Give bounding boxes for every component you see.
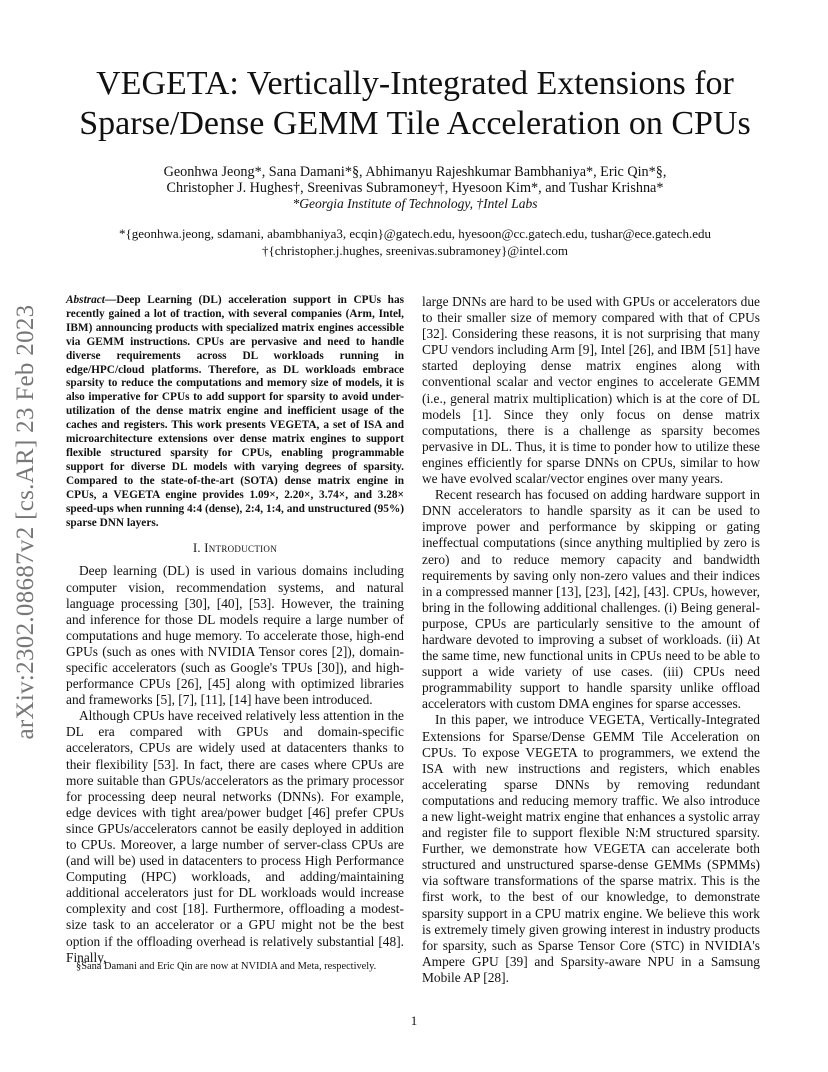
section-heading-introduction: I. Introduction <box>192 541 278 556</box>
page-number: 1 <box>410 1013 418 1028</box>
paper-title <box>60 64 770 144</box>
author-line2: Christopher J. Hughes†, Sreenivas Subramoney†, Hyesoon Kim*, and Tushar Krishna* <box>166 180 664 196</box>
abstract-lead: Abstract <box>66 294 105 306</box>
abstract-text: —Deep Learning (DL) acceleration support in CPUs has recently gained a lot of traction, with several companies (Arm, Intel, IBM) announcing products with specialized matrix engines accessible via GEMM instructions. CPUs are pervasive and need to handle diverse requirements across DL workloads running in edge/HPC/cloud platforms. Therefore, as DL workloads embrace sparsity to reduce the computations and memory size of models, it is also imperative for CPUs to add support for sparsity to avoid under-utilization of the dense matrix engine and inefficient usage of the caches and registers. This work presents VEGETA, a set of ISA and microarchitecture extensions over dense matrix engines to support flexible structured sparsity for CPUs, enabling programmable support for diverse DL models with varying degrees of sparsity. Compared to the state-of-the-art (SOTA) dense matrix engine in CPUs, a VEGETA engine provides 1.09×, 2.20×, 3.74×, and 3.28× speed-ups when running 4:4 (dense), 2:4, 1:4, and unstructured (95%) sparse DNN layers. <box>66 294 404 529</box>
affiliation: *Georgia Institute of Technology, †Intel Labs <box>292 196 538 211</box>
right-paragraph-1: large DNNs are hard to be used with GPUs or accelerators due to their smaller size of memory compared with that of CPUs [32]. Considering these reasons, it is not surprising that many CPU vendors including Arm [9], Intel [26], and IBM [51] have started deploying dense matrix engines along with conventional scalar and vector engines to accelerate GEMM (i.e., general matrix multiplication) which is at the core of DL models [1]. Since they only focus on dense matrix computations, there is a challenge as sparsity becomes pervasive in DL. Thus, it is time to ponder how to utilize these engines efficiently for sparse DNNs on CPUs, similar to how we have evolved scalar/vector engines over many years. <box>422 294 760 487</box>
email-line2: †{christopher.j.hughes, sreenivas.subramoney}@intel.com <box>261 243 569 258</box>
arxiv-stamp <box>6 287 46 757</box>
right-paragraph-3: In this paper, we introduce VEGETA, Vertically-Integrated Extensions for Sparse/Dense GEMM Tile Acceleration on CPUs. To expose VEGETA to programmers, we extend the ISA with new instructions and registers, which enables accelerating sparse DNNs by removing redundant computations and reducing memory traffic. We also introduce a new light-weight matrix engine that enhances a systolic array and register file to support flexible N:M structured sparsity. Further, we demonstrate how VEGETA can accelerate both structured and unstructured sparse-dense GEMMs (SPMMs) via software transformations of the sparse matrix. This is the first work, to the best of our knowledge, to demonstrate sparsity support in a CPU matrix engine. We believe this work is extremely timely given growing interest in industry products for sparsity, such as Sparse Tensor Core (STC) in NVIDIA's Ampere GPU [39] and Sparsity-aware NPU in a Samsung Mobile AP [28]. <box>422 712 760 985</box>
paper-title-line1: VEGETA: Vertically-Integrated Extensions for <box>96 65 734 102</box>
left-paragraph-1: Deep learning (DL) is used in various domains including computer vision, recommendation systems, and natural language processing [30], [40], [53]. However, the training and inference for those DL models require a large number of computations and huge memory. To accelerate those, high-end GPUs (such as ones with NVIDIA Tensor cores [2]), domain-specific accelerators (such as Google's TPUs [30]), and high-performance CPUs [26], [45] along with optimized libraries and frameworks [5], [7], [11], [14] have been introduced. <box>66 563 404 708</box>
paper-title-line2: Sparse/Dense GEMM Tile Acceleration on CPUs <box>79 105 751 142</box>
right-column <box>422 294 760 986</box>
left-column <box>66 294 404 966</box>
email-block <box>70 225 760 259</box>
left-paragraph-2: Although CPUs have received relatively less attention in the DL era compared with GPUs and domain-specific accelerators, CPUs are widely used at datacenters thanks to their flexibility [53]. In fact, there are cases where CPUs are more suitable than GPUs/accelerators as the primary processor for processing deep neural networks (DNNs). For example, edge devices with tight area/power budget [46] prefer CPUs since GPUs/accelerators cannot be easily deployed in addition to CPUs. Moreover, a large number of server-class CPUs are (and will be) used in datacenters to process High Performance Computing (HPC) workloads, and adding/maintaining additional accelerators just for DL workloads would increase complexity and cost [18]. Furthermore, offloading a modest-size task to an accelerator or a GPU might not be the best option if the offloading overhead is relatively substantial [48]. Finally, <box>66 708 404 965</box>
footnote: §Sana Damani and Eric Qin are now at NVIDIA and Meta, respectively. <box>76 961 377 972</box>
email-line1: *{geonhwa.jeong, sdamani, abambhaniya3, ecqin}@gatech.edu, hyesoon@cc.gatech.edu, tushar@ece.gatech.edu <box>118 226 711 241</box>
author-line1: Geonhwa Jeong*, Sana Damani*§, Abhimanyu Rajeshkumar Bambhaniya*, Eric Qin*§, <box>163 164 667 180</box>
arxiv-stamp-text: arXiv:2302.08687v2 [cs.AR] 23 Feb 2023 <box>12 304 39 740</box>
right-paragraph-2: Recent research has focused on adding hardware support in DNN accelerators to handle sparsity as it can be used to improve power and performance by skipping or gating ineffectual computations (since anything multiplied by zero is zero) and to reduce memory capacity and bandwidth requirements by saving only non-zero values and their indices in a compressed manner [13], [23], [42], [43]. CPUs, however, bring in the following additional challenges. (i) Being general-purpose, CPUs are particularly sensitive to the amount of hardware devoted to improving a subset of workloads. (ii) At the same time, new functional units in CPUs need to be able to support a wide variety of use cases. (iii) CPUs need programmability support to handle sparsity unlike offload accelerators with custom DMA engines for sparse accesses. <box>422 487 760 712</box>
abstract <box>66 294 404 530</box>
author-block <box>90 164 740 212</box>
